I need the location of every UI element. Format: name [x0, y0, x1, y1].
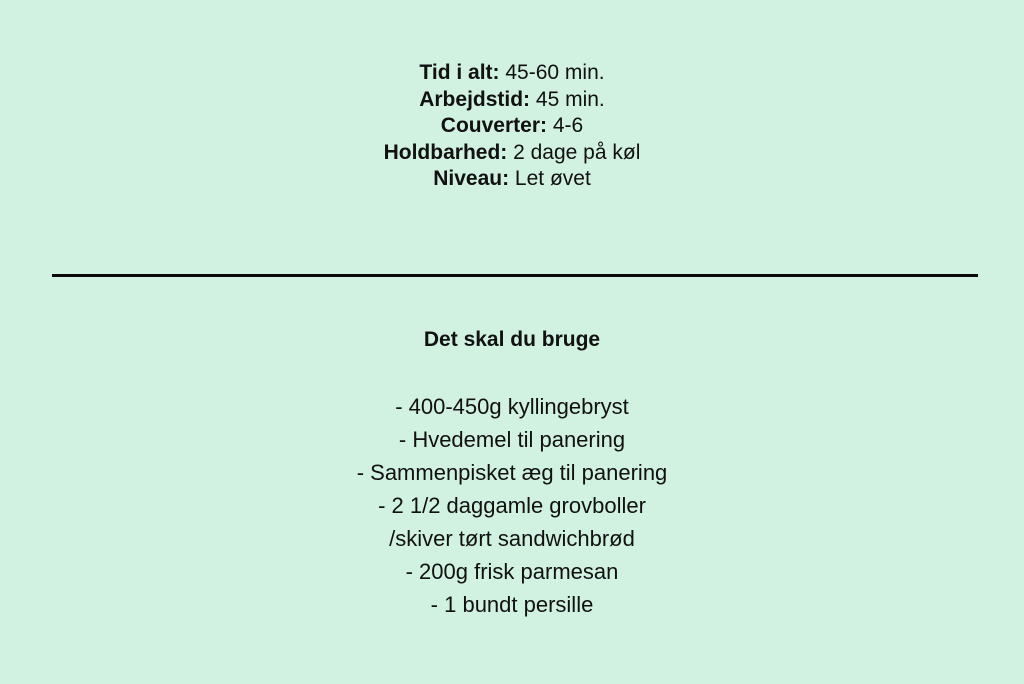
info-row-shelf-life — [0, 140, 1024, 167]
info-label: Arbejdstid: — [419, 87, 531, 111]
info-value: 45-60 min. — [499, 61, 605, 84]
info-value: 45 min. — [530, 87, 605, 111]
info-value: 2 dage på køl — [507, 140, 641, 164]
info-row-servings — [0, 113, 1024, 140]
info-label: Couverter: — [440, 114, 547, 137]
ingredient-item: /skiver tørt sandwichbrød — [389, 526, 635, 551]
section-divider — [52, 274, 978, 277]
info-row-work-time — [0, 87, 1024, 114]
info-label: Tid i alt: — [419, 61, 500, 84]
info-row-level — [0, 166, 1024, 193]
ingredient-item: - Sammenpisket æg til panering — [356, 460, 668, 485]
recipe-info — [0, 60, 1024, 193]
info-row-total-time — [0, 60, 1024, 87]
ingredient-item: - 400-450g kyllingebryst — [395, 394, 629, 419]
info-label: Holdbarhed: — [383, 140, 508, 164]
ingredients-heading: Det skal du bruge — [423, 328, 601, 351]
info-value: Let øvet — [509, 167, 591, 190]
ingredients-list — [0, 390, 1024, 621]
info-value: 4-6 — [547, 114, 584, 137]
info-label: Niveau: — [433, 167, 510, 190]
ingredient-item: - 200g frisk parmesan — [405, 559, 619, 584]
ingredient-item: - 2 1/2 daggamle grovboller — [378, 493, 646, 518]
ingredient-item: - 1 bundt persille — [430, 592, 594, 617]
ingredient-item: - Hvedemel til panering — [398, 427, 626, 452]
